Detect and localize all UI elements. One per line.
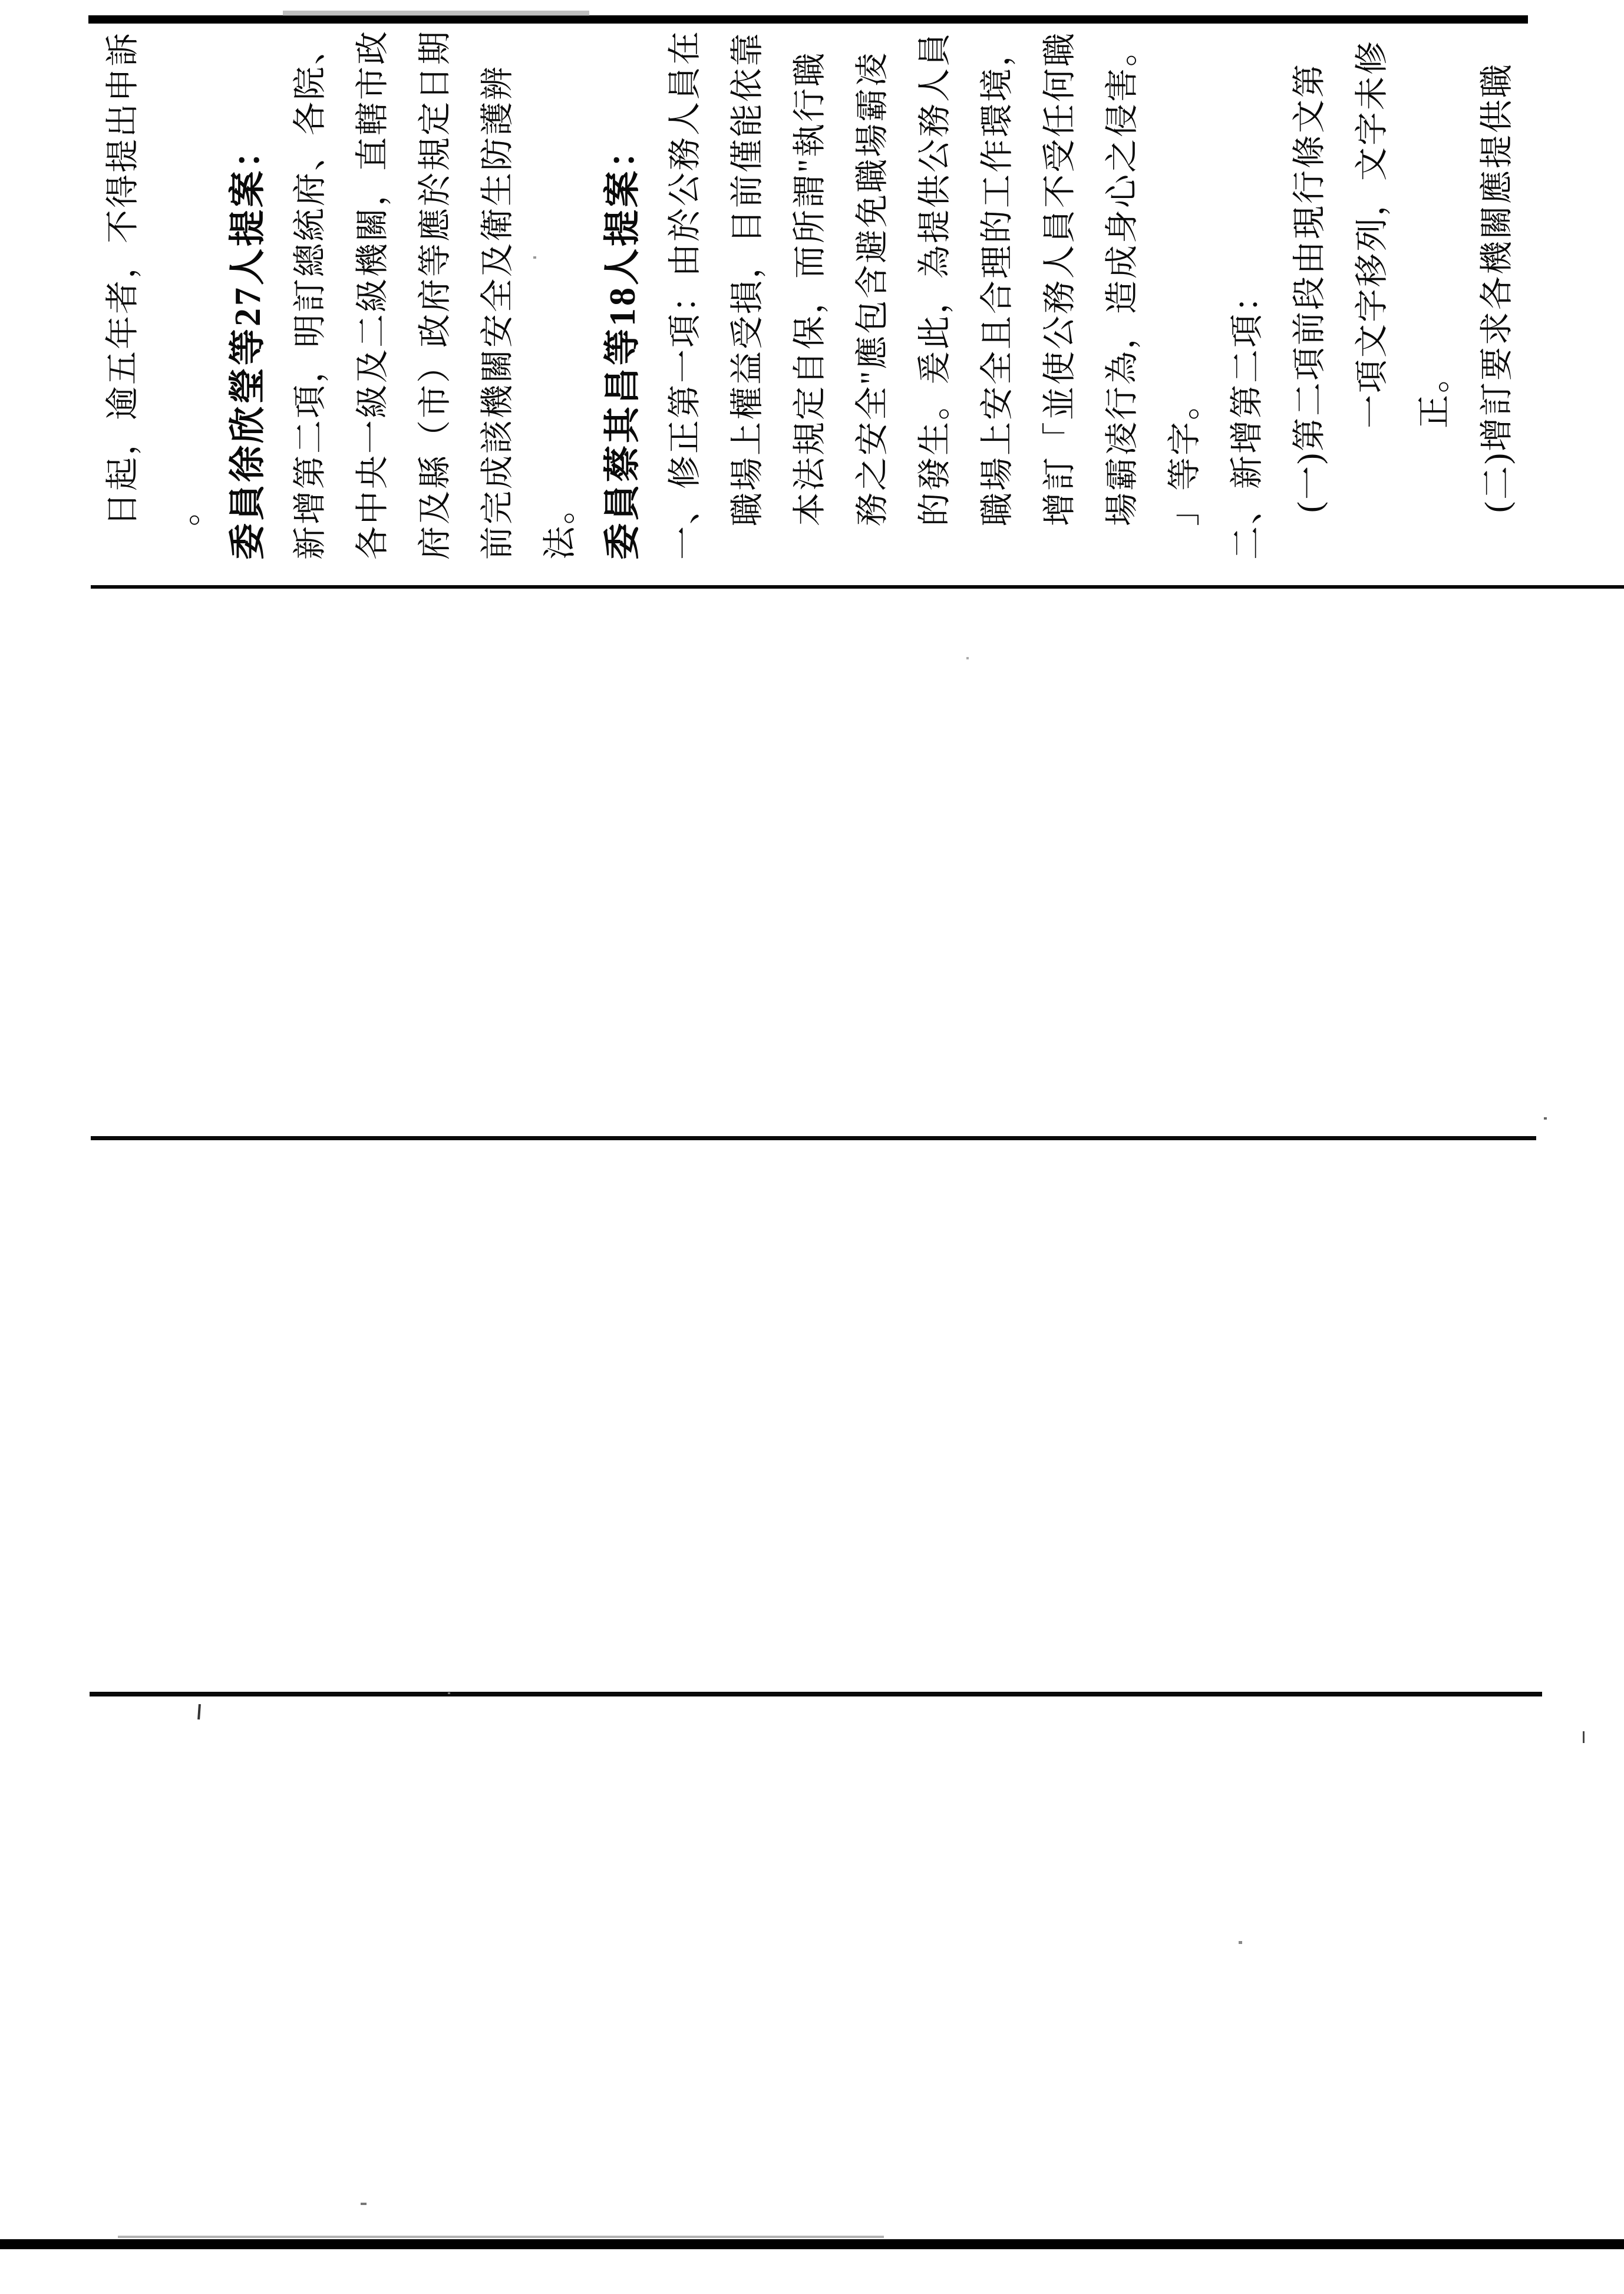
text-line: (二)增訂要求各機關應提供職	[1478, 62, 1516, 513]
text-line: 一、修正第一項：由於公務人員在	[666, 29, 704, 560]
table-column-divider-1	[91, 585, 1624, 589]
scan-noise-smudge	[118, 2236, 884, 2238]
table-column-divider-3	[90, 1692, 1542, 1696]
text-line: 一項文字移列，文字未修	[1354, 39, 1391, 428]
text-line: 日起，逾五年者，不得提出申訴	[104, 31, 141, 526]
text-line: 」等字。	[1166, 385, 1203, 526]
proposal-header-tsai-chi-chang: 委員蔡其昌等18人提案：	[603, 129, 643, 560]
table-column-divider-2	[91, 1136, 1536, 1140]
text-line: 各中央一級及二級機關，直轄市政	[354, 29, 391, 560]
scan-noise-speck	[1544, 1117, 1547, 1120]
text-line: 府及縣（市）政府等應於規定日期	[417, 29, 454, 560]
rotated-text-block	[92, 0, 1529, 560]
text-line: 前完成該機關安全及衛生防護辨	[479, 65, 516, 560]
scan-edge-band-left	[0, 2239, 1624, 2249]
text-line: 增訂「並使公務人員不受任何職	[1041, 31, 1078, 526]
scan-noise-speck	[361, 2203, 367, 2205]
scan-noise-speck	[533, 256, 536, 259]
scan-noise-speck	[1583, 1731, 1585, 1743]
text-line: 。	[167, 491, 204, 526]
scan-noise-speck	[448, 1692, 450, 1694]
text-line: 二、新增第二項：	[1229, 277, 1266, 560]
scan-noise-speck	[1239, 1941, 1242, 1944]
text-line: 新增第二項，明訂總統府、各院、	[292, 29, 329, 560]
text-line: 的發生。爰此，為提供公務人員	[916, 31, 953, 526]
text-line: 法。	[542, 489, 579, 560]
text-line: 職場上權益受損，目前僅能依靠	[729, 31, 766, 526]
text-line: 正。	[1416, 358, 1453, 428]
text-line: 本法規定自保，而所謂"執行職	[791, 51, 828, 526]
proposal-header-hsu-hsin-ying: 委員徐欣瑩等27人提案：	[228, 129, 268, 560]
text-line: 職場上安全且合理的工作環境，	[979, 31, 1016, 526]
text-line: 場霸凌行為，造成身心之侵害。	[1104, 31, 1141, 526]
text-line: 務之安全"應包含避免職場霸凌	[854, 51, 891, 526]
text-line: (一)第二項前段由現行條文第	[1291, 62, 1328, 513]
scan-noise-smudge	[283, 11, 589, 16]
scan-noise-speck	[966, 657, 969, 659]
